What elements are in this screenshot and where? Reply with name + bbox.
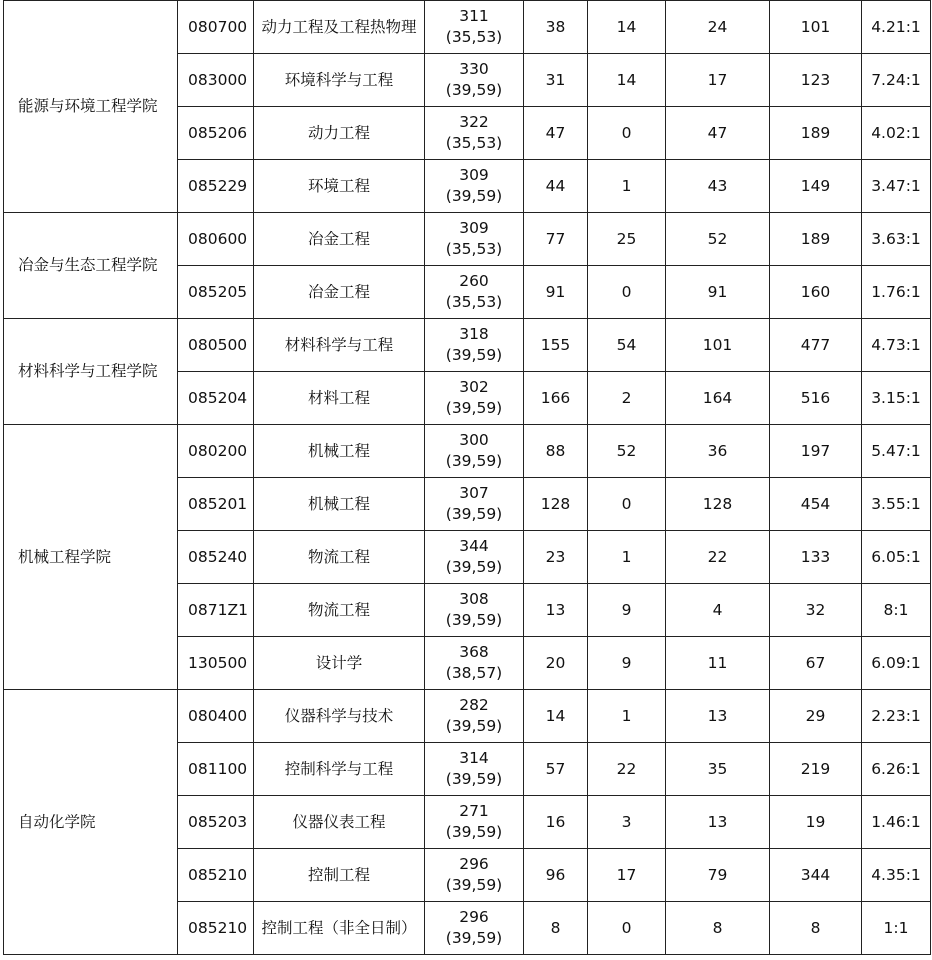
score-line-cell: [425, 849, 524, 902]
admit-count-cell: 44: [524, 160, 588, 213]
exempt-count-cell: 1: [588, 690, 666, 743]
applicants-count-cell: 454: [770, 478, 862, 531]
exempt-count-cell: 2: [588, 372, 666, 425]
table-row: [4, 1, 931, 54]
ratio-cell: 4.73:1: [862, 319, 931, 372]
applicants-count-cell: 477: [770, 319, 862, 372]
table-row: [4, 425, 931, 478]
major-code-cell: 080200: [178, 425, 254, 478]
exempt-count-cell: 0: [588, 478, 666, 531]
ratio-cell: 7.24:1: [862, 54, 931, 107]
score-value: 308: [459, 590, 489, 608]
ratio-cell: 3.63:1: [862, 213, 931, 266]
applicants-count-cell: 160: [770, 266, 862, 319]
major-name-cell: 仪器仪表工程: [254, 796, 425, 849]
ratio-cell: 3.47:1: [862, 160, 931, 213]
admit-count-cell: 91: [524, 266, 588, 319]
exempt-count-cell: 22: [588, 743, 666, 796]
ratio-cell: 3.15:1: [862, 372, 931, 425]
table-row: [4, 319, 931, 372]
table-body: [4, 1, 931, 955]
score-line-cell: [425, 690, 524, 743]
major-code-cell: 080600: [178, 213, 254, 266]
exam-admit-count-cell: 13: [666, 796, 770, 849]
applicants-count-cell: 32: [770, 584, 862, 637]
applicants-count-cell: 149: [770, 160, 862, 213]
exempt-count-cell: 0: [588, 266, 666, 319]
exempt-count-cell: 17: [588, 849, 666, 902]
applicants-count-cell: 67: [770, 637, 862, 690]
table-row: [4, 690, 931, 743]
subject-lines-value: (39,59): [445, 717, 503, 735]
exempt-count-cell: 9: [588, 637, 666, 690]
applicants-count-cell: 197: [770, 425, 862, 478]
score-value: 318: [459, 325, 489, 343]
score-value: 344: [459, 537, 489, 555]
score-value: 311: [459, 7, 489, 25]
major-name-cell: 物流工程: [254, 531, 425, 584]
applicants-count-cell: 516: [770, 372, 862, 425]
exam-admit-count-cell: 22: [666, 531, 770, 584]
ratio-cell: 6.26:1: [862, 743, 931, 796]
admit-count-cell: 57: [524, 743, 588, 796]
college-name-cell: 能源与环境工程学院: [4, 1, 178, 213]
applicants-count-cell: 123: [770, 54, 862, 107]
admit-count-cell: 14: [524, 690, 588, 743]
exam-admit-count-cell: 24: [666, 1, 770, 54]
admit-count-cell: 96: [524, 849, 588, 902]
applicants-count-cell: 8: [770, 902, 862, 955]
exam-admit-count-cell: 11: [666, 637, 770, 690]
major-code-cell: 085210: [178, 849, 254, 902]
exam-admit-count-cell: 17: [666, 54, 770, 107]
major-name-cell: 动力工程: [254, 107, 425, 160]
subject-lines-value: (38,57): [445, 664, 503, 682]
major-code-cell: 080700: [178, 1, 254, 54]
applicants-count-cell: 29: [770, 690, 862, 743]
subject-lines-value: (35,53): [445, 134, 503, 152]
subject-lines-value: (35,53): [445, 28, 503, 46]
score-line-cell: [425, 584, 524, 637]
exam-admit-count-cell: 52: [666, 213, 770, 266]
score-line-cell: [425, 743, 524, 796]
major-name-cell: 控制工程（非全日制）: [254, 902, 425, 955]
college-name-cell: 自动化学院: [4, 690, 178, 955]
major-code-cell: 083000: [178, 54, 254, 107]
exempt-count-cell: 25: [588, 213, 666, 266]
major-name-cell: 机械工程: [254, 425, 425, 478]
admit-count-cell: 31: [524, 54, 588, 107]
score-line-cell: [425, 160, 524, 213]
ratio-cell: 6.05:1: [862, 531, 931, 584]
admit-count-cell: 20: [524, 637, 588, 690]
subject-lines-value: (39,59): [445, 823, 503, 841]
admit-count-cell: 77: [524, 213, 588, 266]
exam-admit-count-cell: 47: [666, 107, 770, 160]
major-name-cell: 控制工程: [254, 849, 425, 902]
applicants-count-cell: 189: [770, 107, 862, 160]
ratio-cell: 6.09:1: [862, 637, 931, 690]
ratio-cell: 8:1: [862, 584, 931, 637]
admit-count-cell: 47: [524, 107, 588, 160]
applicants-count-cell: 344: [770, 849, 862, 902]
subject-lines-value: (39,59): [445, 346, 503, 364]
score-line-cell: [425, 478, 524, 531]
ratio-cell: 3.55:1: [862, 478, 931, 531]
score-line-cell: [425, 1, 524, 54]
major-code-cell: 080500: [178, 319, 254, 372]
subject-lines-value: (39,59): [445, 611, 503, 629]
major-name-cell: 冶金工程: [254, 266, 425, 319]
score-value: 309: [459, 219, 489, 237]
score-value: 296: [459, 855, 489, 873]
major-code-cell: 085229: [178, 160, 254, 213]
major-code-cell: 085201: [178, 478, 254, 531]
subject-lines-value: (39,59): [445, 558, 503, 576]
exam-admit-count-cell: 79: [666, 849, 770, 902]
subject-lines-value: (39,59): [445, 399, 503, 417]
subject-lines-value: (39,59): [445, 81, 503, 99]
exempt-count-cell: 1: [588, 160, 666, 213]
subject-lines-value: (39,59): [445, 505, 503, 523]
ratio-cell: 4.21:1: [862, 1, 931, 54]
exempt-count-cell: 0: [588, 902, 666, 955]
exam-admit-count-cell: 36: [666, 425, 770, 478]
applicants-count-cell: 101: [770, 1, 862, 54]
score-value: 314: [459, 749, 489, 767]
major-code-cell: 085205: [178, 266, 254, 319]
major-code-cell: 085204: [178, 372, 254, 425]
exempt-count-cell: 0: [588, 107, 666, 160]
college-name-cell: 冶金与生态工程学院: [4, 213, 178, 319]
exam-admit-count-cell: 128: [666, 478, 770, 531]
score-line-cell: [425, 319, 524, 372]
major-code-cell: 130500: [178, 637, 254, 690]
major-code-cell: 0871Z1: [178, 584, 254, 637]
ratio-cell: 4.02:1: [862, 107, 931, 160]
college-name-cell: 材料科学与工程学院: [4, 319, 178, 425]
score-line-cell: [425, 107, 524, 160]
exempt-count-cell: 52: [588, 425, 666, 478]
score-line-cell: [425, 637, 524, 690]
subject-lines-value: (39,59): [445, 452, 503, 470]
major-code-cell: 085203: [178, 796, 254, 849]
ratio-cell: 1:1: [862, 902, 931, 955]
exam-admit-count-cell: 101: [666, 319, 770, 372]
score-value: 296: [459, 908, 489, 926]
score-value: 307: [459, 484, 489, 502]
exempt-count-cell: 14: [588, 1, 666, 54]
major-code-cell: 080400: [178, 690, 254, 743]
score-line-cell: [425, 213, 524, 266]
subject-lines-value: (39,59): [445, 770, 503, 788]
score-line-cell: [425, 54, 524, 107]
exempt-count-cell: 14: [588, 54, 666, 107]
subject-lines-value: (39,59): [445, 876, 503, 894]
ratio-cell: 1.76:1: [862, 266, 931, 319]
exam-admit-count-cell: 35: [666, 743, 770, 796]
score-value: 260: [459, 272, 489, 290]
major-code-cell: 081100: [178, 743, 254, 796]
score-value: 300: [459, 431, 489, 449]
exam-admit-count-cell: 164: [666, 372, 770, 425]
major-name-cell: 环境科学与工程: [254, 54, 425, 107]
score-value: 368: [459, 643, 489, 661]
score-line-cell: [425, 425, 524, 478]
admit-count-cell: 16: [524, 796, 588, 849]
admit-count-cell: 13: [524, 584, 588, 637]
score-value: 322: [459, 113, 489, 131]
admit-count-cell: 8: [524, 902, 588, 955]
major-name-cell: 仪器科学与技术: [254, 690, 425, 743]
score-value: 302: [459, 378, 489, 396]
score-line-cell: [425, 531, 524, 584]
exempt-count-cell: 9: [588, 584, 666, 637]
subject-lines-value: (39,59): [445, 187, 503, 205]
score-value: 309: [459, 166, 489, 184]
ratio-cell: 4.35:1: [862, 849, 931, 902]
exam-admit-count-cell: 91: [666, 266, 770, 319]
score-value: 330: [459, 60, 489, 78]
subject-lines-value: (35,53): [445, 240, 503, 258]
major-name-cell: 冶金工程: [254, 213, 425, 266]
major-name-cell: 设计学: [254, 637, 425, 690]
ratio-cell: 2.23:1: [862, 690, 931, 743]
table-row: [4, 213, 931, 266]
major-code-cell: 085210: [178, 902, 254, 955]
subject-lines-value: (39,59): [445, 929, 503, 947]
major-name-cell: 控制科学与工程: [254, 743, 425, 796]
score-line-cell: [425, 372, 524, 425]
admit-count-cell: 38: [524, 1, 588, 54]
exam-admit-count-cell: 8: [666, 902, 770, 955]
subject-lines-value: (35,53): [445, 293, 503, 311]
major-name-cell: 环境工程: [254, 160, 425, 213]
admit-count-cell: 23: [524, 531, 588, 584]
exempt-count-cell: 3: [588, 796, 666, 849]
admissions-table: [3, 0, 931, 955]
ratio-cell: 5.47:1: [862, 425, 931, 478]
score-line-cell: [425, 902, 524, 955]
ratio-cell: 1.46:1: [862, 796, 931, 849]
score-line-cell: [425, 796, 524, 849]
exempt-count-cell: 54: [588, 319, 666, 372]
major-name-cell: 动力工程及工程热物理: [254, 1, 425, 54]
admit-count-cell: 166: [524, 372, 588, 425]
applicants-count-cell: 133: [770, 531, 862, 584]
score-line-cell: [425, 266, 524, 319]
exempt-count-cell: 1: [588, 531, 666, 584]
exam-admit-count-cell: 13: [666, 690, 770, 743]
applicants-count-cell: 189: [770, 213, 862, 266]
score-value: 282: [459, 696, 489, 714]
major-code-cell: 085240: [178, 531, 254, 584]
admit-count-cell: 88: [524, 425, 588, 478]
college-name-cell: 机械工程学院: [4, 425, 178, 690]
applicants-count-cell: 219: [770, 743, 862, 796]
admit-count-cell: 155: [524, 319, 588, 372]
applicants-count-cell: 19: [770, 796, 862, 849]
major-name-cell: 材料工程: [254, 372, 425, 425]
major-name-cell: 物流工程: [254, 584, 425, 637]
score-value: 271: [459, 802, 489, 820]
exam-admit-count-cell: 4: [666, 584, 770, 637]
major-name-cell: 机械工程: [254, 478, 425, 531]
admit-count-cell: 128: [524, 478, 588, 531]
major-code-cell: 085206: [178, 107, 254, 160]
major-name-cell: 材料科学与工程: [254, 319, 425, 372]
exam-admit-count-cell: 43: [666, 160, 770, 213]
